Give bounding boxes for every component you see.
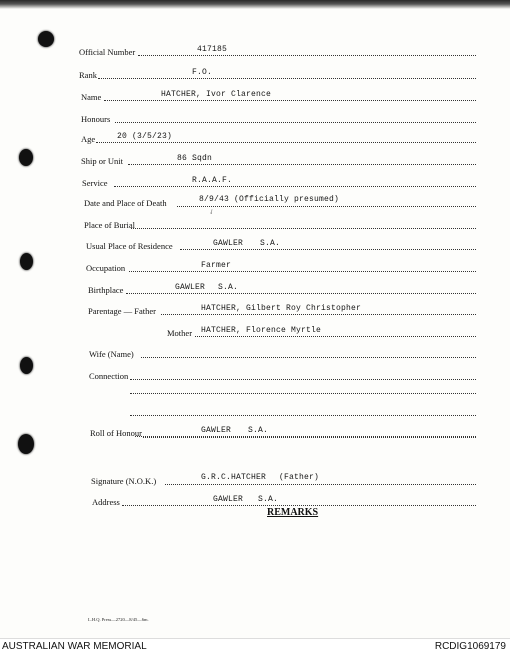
- footer-record-id: RCDIG1069179: [434, 641, 506, 652]
- remarks-heading: REMARKS: [267, 507, 319, 518]
- field-label: Ship or Unit: [81, 156, 124, 166]
- footer-institution: AUSTRALIAN WAR MEMORIAL: [2, 641, 147, 652]
- scan-top-edge: [0, 0, 510, 9]
- field-label: Official Number: [79, 47, 136, 57]
- dotted-line: [138, 55, 476, 56]
- field-service: [0, 174, 510, 190]
- field-value: 417185: [197, 45, 228, 54]
- dotted-line: [129, 271, 476, 272]
- field-label: Signature (N.O.K.): [91, 476, 157, 486]
- dotted-line: [195, 336, 476, 337]
- dotted-line: [180, 249, 476, 250]
- field-value: 20 (3/5/23): [117, 132, 173, 141]
- field-parentage-mother: [0, 324, 510, 340]
- field-value: GAWLER S.A.: [201, 426, 269, 435]
- field-ship-or-unit: [0, 152, 510, 168]
- field-label: Parentage — Father: [88, 306, 156, 316]
- field-roll-of-honour: [0, 424, 510, 440]
- dotted-line: [161, 314, 476, 315]
- field-label: Honours: [81, 114, 111, 124]
- field-birthplace: [0, 281, 510, 297]
- dotted-line: [131, 228, 476, 229]
- field-value: F.O.: [192, 68, 213, 77]
- field-occupation: [0, 259, 510, 275]
- dotted-line: [96, 142, 476, 143]
- field-label: Mother: [167, 328, 193, 338]
- field-label: Address: [92, 497, 120, 507]
- field-label: Rank: [79, 70, 97, 80]
- field-rank: [0, 66, 510, 82]
- dotted-line-continuation: [130, 415, 476, 416]
- field-label: Roll of Honour: [90, 428, 142, 438]
- field-value: R.A.A.F.: [192, 176, 233, 185]
- dotted-line: [128, 164, 476, 165]
- field-value: 8/9/43 (Officially presumed): [199, 195, 340, 204]
- field-connection: [0, 367, 510, 383]
- field-label: Age: [81, 134, 96, 144]
- field-official-number: [0, 43, 510, 59]
- field-label: Wife (Name): [89, 349, 134, 359]
- dotted-line: [114, 186, 476, 187]
- field-value: G.R.C.HATCHER (Father): [201, 473, 320, 482]
- dotted-line: [165, 484, 476, 485]
- dotted-line: [122, 505, 476, 506]
- dotted-line: [177, 206, 476, 207]
- field-label: Service: [82, 178, 108, 188]
- archive-footer: [0, 638, 510, 654]
- field-signature-nok: [0, 472, 510, 488]
- field-value: Farmer: [201, 261, 232, 270]
- dotted-line: [126, 293, 476, 294]
- field-label: Connection: [89, 371, 129, 381]
- field-value: 86 Sqdn: [177, 154, 213, 163]
- field-label: Occupation: [86, 263, 126, 273]
- field-value: HATCHER, Gilbert Roy Christopher: [201, 304, 362, 313]
- dotted-line: [115, 122, 476, 123]
- field-date-place-of-death: [0, 194, 510, 210]
- dotted-line-continuation: [130, 393, 476, 394]
- field-label: Date and Place of Death: [84, 198, 167, 208]
- field-label: Birthplace: [88, 285, 124, 295]
- dotted-line: [130, 379, 476, 380]
- print-code: L.H.Q. Press—2720—8/45—6m.: [88, 617, 149, 622]
- field-value: GAWLER S.A.: [213, 495, 279, 504]
- field-honours: [0, 110, 510, 126]
- dotted-line: [104, 100, 476, 101]
- field-usual-place-of-residence: [0, 237, 510, 253]
- field-wife-name: [0, 345, 510, 361]
- pencil-tick-mark: ✓: [207, 207, 217, 217]
- field-value: GAWLER S.A.: [175, 283, 239, 292]
- field-value: GAWLER S.A.: [213, 239, 281, 248]
- field-parentage-father: [0, 302, 510, 318]
- dotted-line: [141, 357, 476, 358]
- field-place-of-burial: [0, 216, 510, 232]
- field-label: Place of Burial: [84, 220, 135, 230]
- field-label: Usual Place of Residence: [86, 241, 173, 251]
- field-age: [0, 130, 510, 146]
- field-value: HATCHER, Ivor Clarence: [161, 90, 272, 99]
- dotted-line: [135, 436, 476, 437]
- dotted-line: [98, 78, 476, 79]
- field-value: HATCHER, Florence Myrtle: [201, 326, 322, 335]
- field-label: Name: [81, 92, 102, 102]
- field-address: [0, 493, 510, 509]
- field-name: [0, 88, 510, 104]
